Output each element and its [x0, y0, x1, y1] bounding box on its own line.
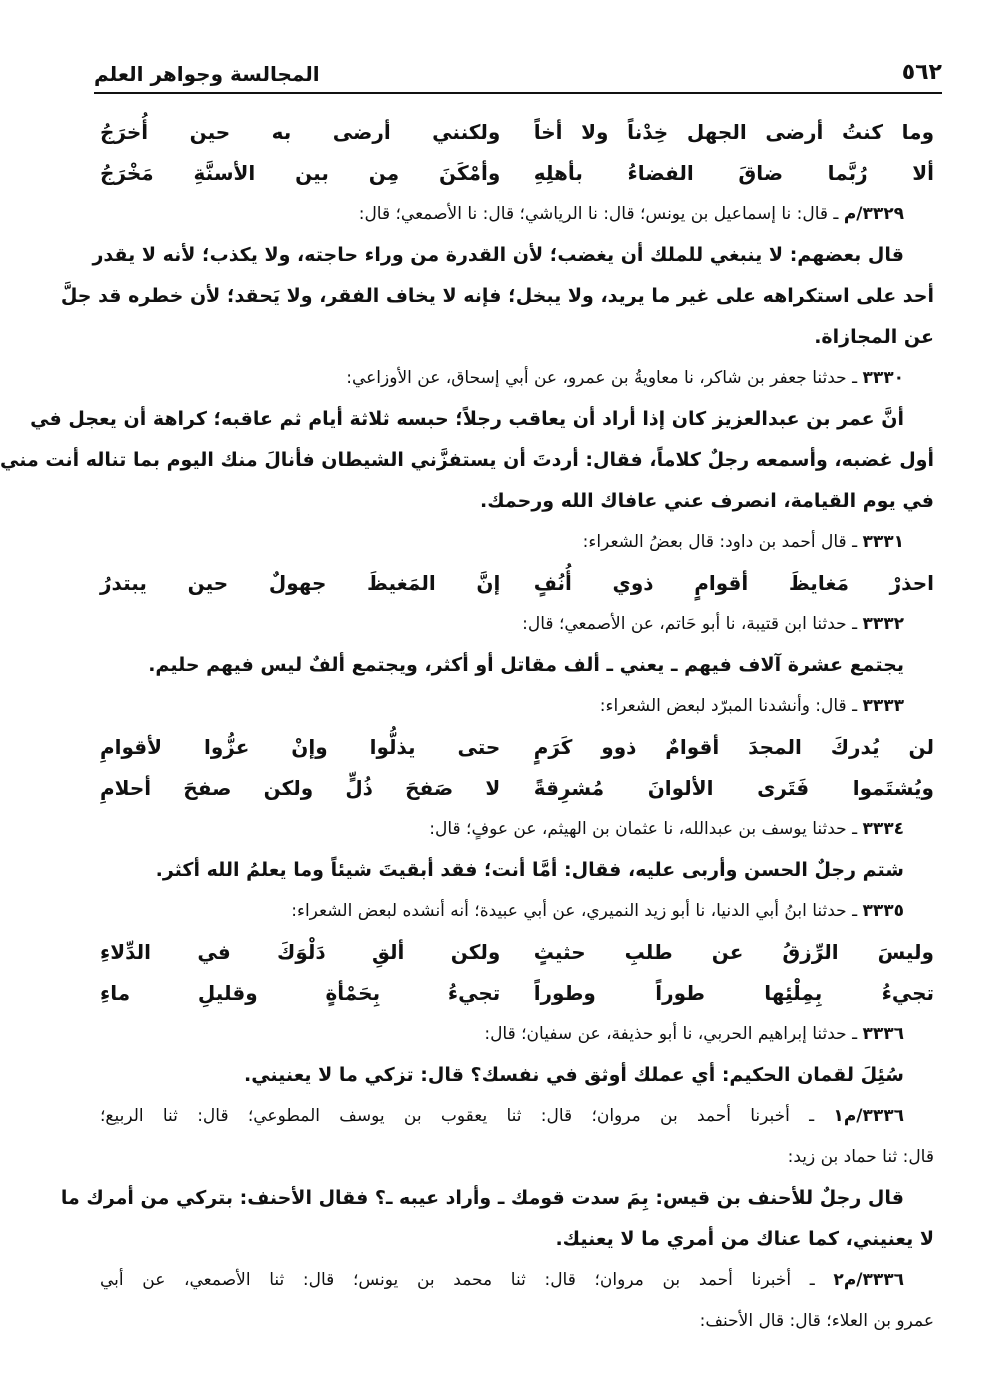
isnad-text: ـ حدثنا إبراهيم الحربي، نا أبو حذيفة، عن سفيان؛ قال: [484, 1024, 863, 1044]
book-title: المجالسة وجواهر العلم [94, 62, 320, 86]
isnad-line [100, 809, 934, 850]
verse-second-hemistich: وأمْكَنَ مِن بين الأسنَّةِ مَخْرَجُ [100, 161, 501, 185]
isnad-line [100, 1137, 934, 1178]
isnad-text: ـ أخبرنا أحمد بن مروان؛ قال: ثنا محمد بن يونس؛ قال: ثنا الأصمعي، عن أبي [100, 1270, 834, 1290]
report-number: ٣٣٢٩/م [843, 204, 904, 224]
verse-first-hemistich: احذرْ مَغايظَ أقوامٍ ذوي أُنُفٍ [533, 571, 934, 595]
verse-line [100, 153, 934, 194]
isnad-text: ـ حدثنا ابن قتيبة، نا أبو حَاتم، عن الأصمعي؛ قال: [522, 614, 863, 634]
text-line: سُئِلَ لقمان الحكيم: أي عملك أوثق في نفسك؟ قال: تزكي ما لا يعنيني. [243, 1064, 904, 1086]
verse-line [100, 727, 934, 768]
isnad-text: ـ حدثنا يوسف بن عبدالله، نا عثمان بن الهيثم، عن عوفٍ؛ قال: [429, 819, 863, 839]
isnad-text: عمرو بن العلاء؛ قال: قال الأحنف: [699, 1311, 934, 1331]
report-number: ٣٣٣٢ [862, 614, 904, 634]
isnad-text: ـ حدثنا ابنُ أبي الدنيا، نا أبو زيد النميري، عن أبي عبيدة؛ أنه أنشده لبعض الشعراء: [291, 901, 863, 921]
isnad-line [100, 1301, 934, 1342]
report-number: ٣٣٣٦/م٢ [833, 1270, 904, 1290]
page-body [0, 112, 934, 1342]
isnad-text: ـ قال أحمد بن داود: قال بعضُ الشعراء: [582, 532, 863, 552]
isnad-text: ـ قال: وأنشدنا المبرّد لبعض الشعراء: [599, 696, 863, 716]
isnad-text: ـ قال: نا إسماعيل بن يونس؛ قال: نا الرياشي؛ قال: نا الأصمعي؛ قال: [358, 204, 844, 224]
report-number: ٣٣٣٦ [862, 1024, 904, 1044]
verse-line [100, 112, 934, 153]
isnad-line [100, 522, 934, 563]
verse-second-hemistich: ولكن ألقِ دَلْوَكَ في الدِّلاءِ [100, 940, 501, 964]
text-line: قال رجلٌ للأحنف بن قيس: بِمَ سدت قومك ـ وأراد عيبه ـ؟ فقال الأحنف: بتركي من أمرك ما [60, 1187, 904, 1209]
report-number: ٣٣٣٣ [862, 696, 904, 716]
report-number: ٣٣٣٦/م١ [833, 1106, 904, 1126]
verse-first-hemistich: تجيءُ بِمِلْئِها طوراً وطوراً [533, 981, 934, 1005]
verse-line [100, 932, 934, 973]
isnad-text: ـ أخبرنا أحمد بن مروان؛ قال: ثنا يعقوب بن يوسف المطوعي؛ قال: ثنا الربيع؛ [100, 1106, 834, 1126]
report-number: ٣٣٣٤ [862, 819, 904, 839]
page-number: ٥٦٢ [901, 60, 942, 85]
text-line: أحد على استكراهه على غير ما يريد، ولا يبخل؛ فإنه لا يخاف الفقر، ولا يَحقد؛ لأن خطره قد جلَّ [60, 285, 934, 307]
text-line: أول غضبه، وأسمعه رجلٌ كلاماً، فقال: أردتَ أن يستفزَّني الشيطان فأنالَ منك اليوم بما تناله أنت مني [0, 449, 934, 471]
text-line: شتم رجلٌ الحسن وأربى عليه، فقال: أمَّا أنت؛ فقد أبقيتَ شيئاً وما يعلمُ الله أكثر. [155, 859, 904, 881]
verse-first-hemistich: وما كنتُ أرضى الجهل خِدْناً ولا أخاً [533, 120, 934, 144]
report-number: ٣٣٣٠ [862, 368, 904, 388]
verse-line [100, 563, 934, 604]
text-line: في يوم القيامة، انصرف عني عافاك الله ورحمك. [480, 490, 934, 512]
verse-second-hemistich: لا صَفحَ ذُلٍّ ولكن صفحَ أحلامِ [100, 776, 501, 800]
text-line: يجتمع عشرة آلاف فيهم ـ يعني ـ ألف مقاتل أو أكثر، ويجتمع ألفٌ ليس فيهم حليم. [148, 654, 904, 676]
verse-second-hemistich: تجيءُ بِحَمْأةٍ وقليلِ ماءِ [100, 981, 501, 1005]
isnad-line [100, 604, 934, 645]
text-line: لا يعنيني، كما عناك من أمري ما لا يعنيك. [555, 1228, 934, 1250]
report-number: ٣٣٣٥ [862, 901, 904, 921]
verse-first-hemistich: ألا رُبَّما ضاقَ الفضاءُ بأهلِهِ [533, 161, 934, 185]
text-line: عن المجازاة. [814, 326, 934, 348]
verse-second-hemistich: ولكنني أرضى به حين أُخرَجُ [100, 120, 501, 144]
page-header [94, 58, 942, 94]
isnad-line [100, 891, 934, 932]
verse-first-hemistich: ويُشتَموا فَتَرى الألوانَ مُشرِقةً [533, 776, 934, 800]
isnad-line [100, 358, 934, 399]
isnad-line [100, 1014, 934, 1055]
verse-second-hemistich: حتى يذلُّوا وإنْ عزُّوا لأقوامِ [100, 735, 501, 759]
verse-first-hemistich: وليسَ الرِّزقُ عن طلبِ حثيثٍ [533, 940, 934, 964]
report-number: ٣٣٣١ [862, 532, 904, 552]
isnad-line [100, 194, 934, 235]
verse-first-hemistich: لن يُدركَ المجدَ أقوامٌ ذوو كَرَمٍ [533, 735, 934, 759]
verse-line [100, 768, 934, 809]
isnad-text: قال: ثنا حماد بن زيد: [787, 1147, 934, 1167]
verse-line [100, 973, 934, 1014]
isnad-text: ـ حدثنا جعفر بن شاكر، نا معاويةُ بن عمرو، عن أبي إسحاق، عن الأوزاعي: [346, 368, 863, 388]
text-line: أنَّ عمر بن عبدالعزيز كان إذا أراد أن يعاقب رجلاً؛ حبسه ثلاثة أيام ثم عاقبه؛ كراهة أن يعجل في [30, 408, 904, 430]
text-line: قال بعضهم: لا ينبغي للملك أن يغضب؛ لأن القدرة من وراء حاجته، ولا يكذب؛ لأنه لا يقدر [92, 244, 904, 266]
isnad-line [100, 1260, 934, 1301]
isnad-line [100, 686, 934, 727]
verse-second-hemistich: إنَّ المَغيظَ جهولٌ حين يبتدرُ [100, 571, 501, 595]
isnad-line [100, 1096, 934, 1137]
